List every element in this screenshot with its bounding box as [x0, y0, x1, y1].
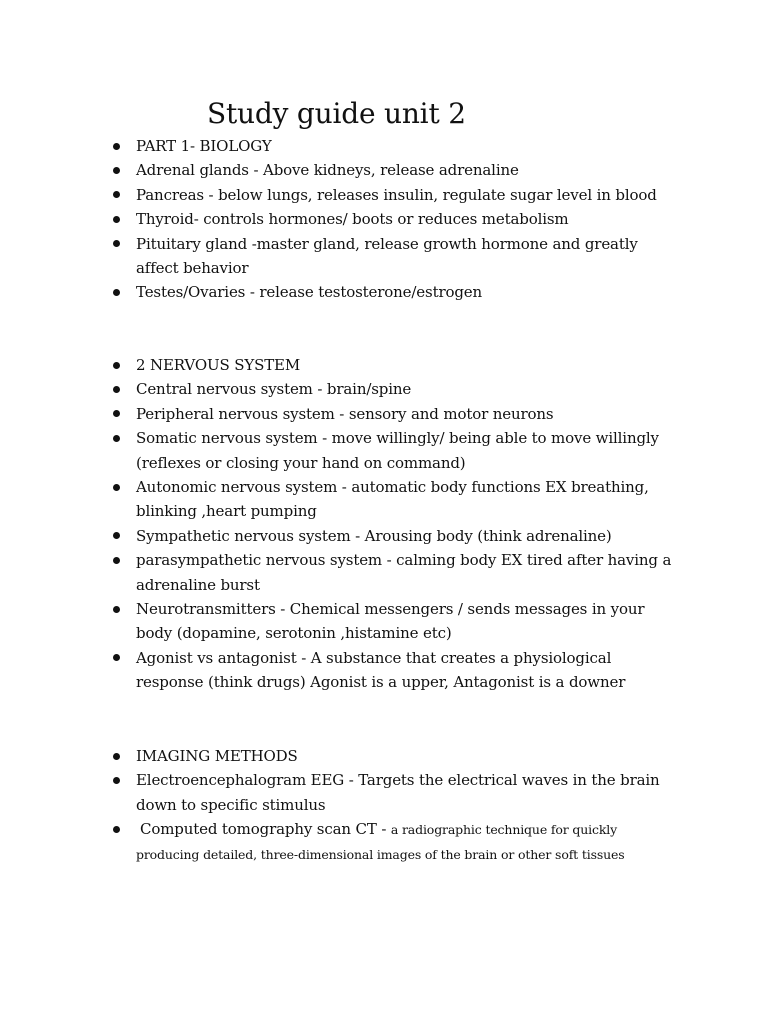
list-item — [0, 597, 768, 646]
bullet-icon — [113, 532, 120, 539]
bullet-icon — [113, 484, 120, 491]
bullet-icon — [113, 410, 120, 417]
list-item-text: Pituitary gland -master gland, release growth hormone and greatly affect behavior — [136, 234, 638, 278]
list-item-text: Somatic nervous system - move willingly/ being able to move willingly (reflexes or closing your hand on command) — [136, 429, 659, 472]
list-item — [0, 744, 768, 768]
list-item-text: IMAGING METHODS — [136, 747, 298, 765]
bullet-icon — [113, 435, 120, 442]
biology-list — [0, 134, 768, 305]
list-item — [0, 134, 768, 158]
list-item-text: Central nervous system - brain/spine — [136, 380, 412, 399]
list-item — [0, 207, 768, 231]
page-title: Study guide unit 2 — [207, 97, 466, 130]
list-item-text: Autonomic nervous system - automatic body functions EX breathing, blinking ,heart pumping — [136, 478, 649, 521]
bullet-icon — [113, 753, 120, 760]
nervous-system-list — [0, 353, 768, 695]
ct-item-head: Computed tomography scan CT - — [140, 820, 391, 839]
bullet-icon — [113, 386, 120, 393]
bullet-icon — [113, 240, 120, 247]
list-item-text: PART 1- BIOLOGY — [136, 137, 272, 155]
bullet-icon — [113, 362, 120, 369]
list-item-text: Adrenal glands - Above kidneys, release adrenaline — [136, 161, 519, 180]
list-item — [0, 402, 768, 426]
bullet-icon — [113, 216, 120, 223]
bullet-icon — [113, 654, 120, 661]
list-item-text: 2 NERVOUS SYSTEM — [136, 356, 301, 374]
list-item — [0, 548, 768, 597]
list-item — [0, 353, 768, 377]
list-item — [0, 524, 768, 548]
list-item-text: Pancreas - below lungs, releases insulin, regulate sugar level in blood — [136, 185, 657, 204]
list-item — [0, 817, 768, 866]
bullet-icon — [113, 557, 120, 564]
bullet-icon — [113, 777, 120, 784]
bullet-icon — [113, 826, 120, 833]
list-item — [0, 158, 768, 182]
list-item — [0, 232, 768, 281]
list-item-text: Agonist vs antagonist - A substance that creates a physiological response (think drugs) Agonist is a upper, Antagonist is a downer — [136, 648, 626, 692]
list-item-text: Electroencephalogram EEG - Targets the electrical waves in the brain down to specific stimulus — [136, 771, 660, 814]
list-item-text: Sympathetic nervous system - Arousing body (think adrenaline) — [136, 526, 612, 545]
list-item-text: Peripheral nervous system - sensory and motor neurons — [136, 404, 554, 423]
list-item-text: Thyroid- controls hormones/ boots or reduces metabolism — [136, 210, 569, 229]
list-item — [0, 646, 768, 695]
list-item — [0, 768, 768, 817]
imaging-methods-list — [0, 744, 768, 866]
list-item — [0, 377, 768, 401]
list-item-text: parasympathetic nervous system - calming body EX tired after having a adrenaline burst — [136, 551, 672, 594]
list-item — [0, 426, 768, 475]
list-item-text: Testes/Ovaries - release testosterone/estrogen — [136, 283, 483, 302]
bullet-icon — [113, 167, 120, 174]
bullet-icon — [113, 191, 120, 198]
list-item — [0, 183, 768, 207]
bullet-icon — [113, 606, 120, 613]
bullet-icon — [113, 289, 120, 296]
list-item-text: Neurotransmitters - Chemical messengers / sends messages in your body (dopamine, serotonin ,histamine etc) — [136, 600, 645, 643]
list-item — [0, 475, 768, 524]
list-item — [0, 280, 768, 304]
ct-item-body: a radiographic technique for quickly producing detailed, three-dimensional images of the brain or other soft tissues — [136, 822, 625, 862]
bullet-icon — [113, 143, 120, 150]
